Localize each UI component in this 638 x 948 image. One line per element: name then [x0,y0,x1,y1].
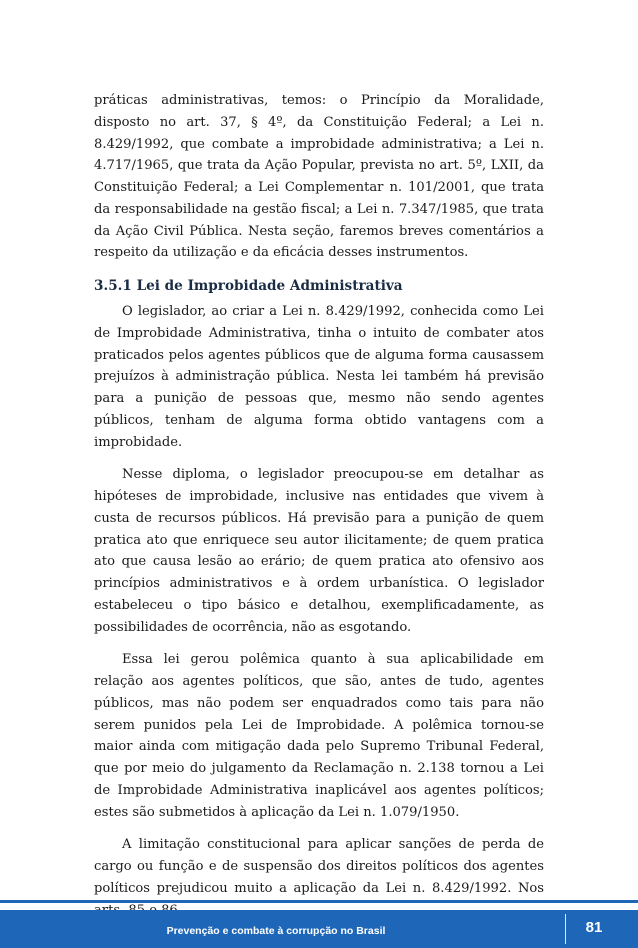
body-paragraph: A limitação constitucional para aplicar sanções de perda de cargo ou função e de suspensão dos direitos políticos dos agentes políticos prejudicou muito a aplicação da Lei n. 8.429/1992. Nos [94,837,544,896]
page-body [94,90,544,921]
page-number: 81 [585,919,603,936]
footer-title: Prevenção e combate à corrupção no Brasil [166,925,386,937]
body-paragraph: O legislador, ao criar a Lei n. 8.429/1992, conhecida como Lei de Improbidade Administrativa, tinha o intuito de combater atos praticados pelos agentes públicos que de alguma forma causassem prejuízos à administração pública. Nesta lei também há previsão para a punição de pessoas que, mesmo não sendo agentes públicos, tenham de alguma forma obtido vantagens com a improbidade. [94,304,544,450]
body-paragraph: Nesse diploma, o legislador preocupou-se em detalhar as hipóteses de improbidade, inclusive nas entidades que vivem à custa de recursos públicos. Há previsão para a punição de quem pratica ato que enriquece seu autor ilicitamente; de quem pratica ato que causa lesão ao erário; de quem pratica ato ofensivo aos princípios administrativos e à ordem urbanística. O legislador estabeleceu o tipo básico e detalhou, exemplificadamente, as possibilidades de ocorrência, não as esgotando. [94,467,544,635]
intro-paragraph: práticas administrativas, temos: o Princípio da Moralidade, disposto no art. 37, § 4º, da Constituição Federal; a Lei n. 8.429/1992, que combate a improbidade administrativa; a Lei n. 4.717/1965, que trata da Ação Popular, prevista no art. 5º, LXII, da Constituição Federal; a Lei Complementar n. 101/2001, que trata da responsabilidade na gestão fiscal; a Lei n. 7.347/1985, que trata da Ação Civil Pública. Nesta seção, faremos breves comentários a respeito da utilização e da eficácia desses instrumentos. [94,93,544,261]
footer-divider [565,914,566,944]
footer-rule [0,900,638,903]
section-heading: 3.5.1 Lei de Improbidade Administrativa [94,278,403,294]
body-paragraph: Essa lei gerou polêmica quanto à sua aplicabilidade em relação aos agentes políticos, que são, antes de tudo, agentes públicos, mas não podem ser enquadrados como tais para não serem punidos pela Lei de Improbidade. A polêmica tornou-se maior ainda com mitigação dada pelo Supremo Tribunal Federal, que por meio do julgamento da Reclamação n. 2.138 tornou a Lei de Improbidade Administrativa inaplicável aos agentes políticos; estes são submetidos à aplicação da Lei n. 1.079/1950. [94,652,544,820]
